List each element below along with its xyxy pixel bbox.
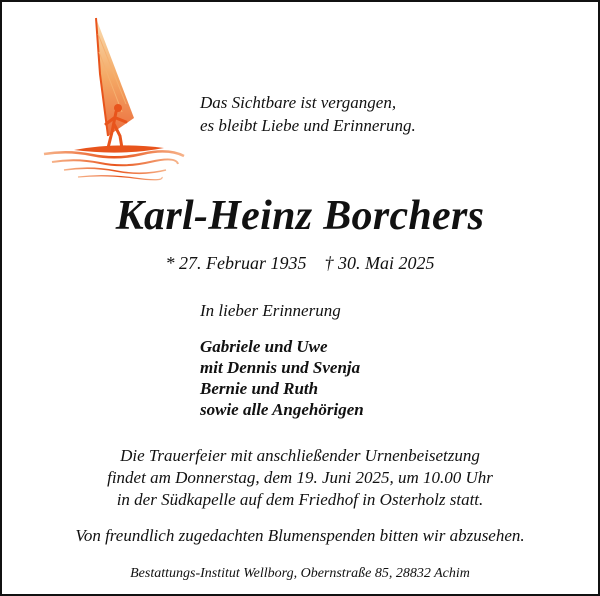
- quote-line-2: es bleibt Liebe und Erinnerung.: [200, 116, 416, 135]
- service-details: [2, 445, 598, 511]
- flowers-note: Von freundlich zugedachten Blumenspenden bitten wir abzusehen.: [75, 526, 525, 545]
- death-date: † 30. Mai 2025: [324, 253, 435, 273]
- mourning-intro: In lieber Erinnerung: [200, 301, 341, 320]
- windsurfer-icon: [38, 14, 188, 184]
- mourners-list: [200, 336, 364, 420]
- mourner-line: mit Dennis und Svenja: [200, 358, 361, 377]
- quote-line-1: Das Sichtbare ist vergangen,: [200, 93, 397, 112]
- service-line-2: findet am Donnerstag, dem 19. Juni 2025, um 10.00 Uhr: [107, 468, 493, 487]
- mourner-line: Gabriele und Uwe: [200, 337, 328, 356]
- deceased-name: Karl-Heinz Borchers: [115, 193, 485, 239]
- mourner-line: Bernie und Ruth: [200, 379, 319, 398]
- life-dates: [2, 253, 598, 274]
- birth-date: * 27. Februar 1935: [165, 253, 307, 273]
- service-line-3: in der Südkapelle auf dem Friedhof in Osterholz statt.: [116, 490, 484, 509]
- undertaker-info: Bestattungs-Institut Wellborg, Obernstraße 85, 28832 Achim: [130, 566, 470, 581]
- mourner-line: sowie alle Angehörigen: [200, 400, 364, 419]
- service-line-1: Die Trauerfeier mit anschließender Urnenbeisetzung: [120, 446, 480, 465]
- memorial-quote: [200, 91, 416, 137]
